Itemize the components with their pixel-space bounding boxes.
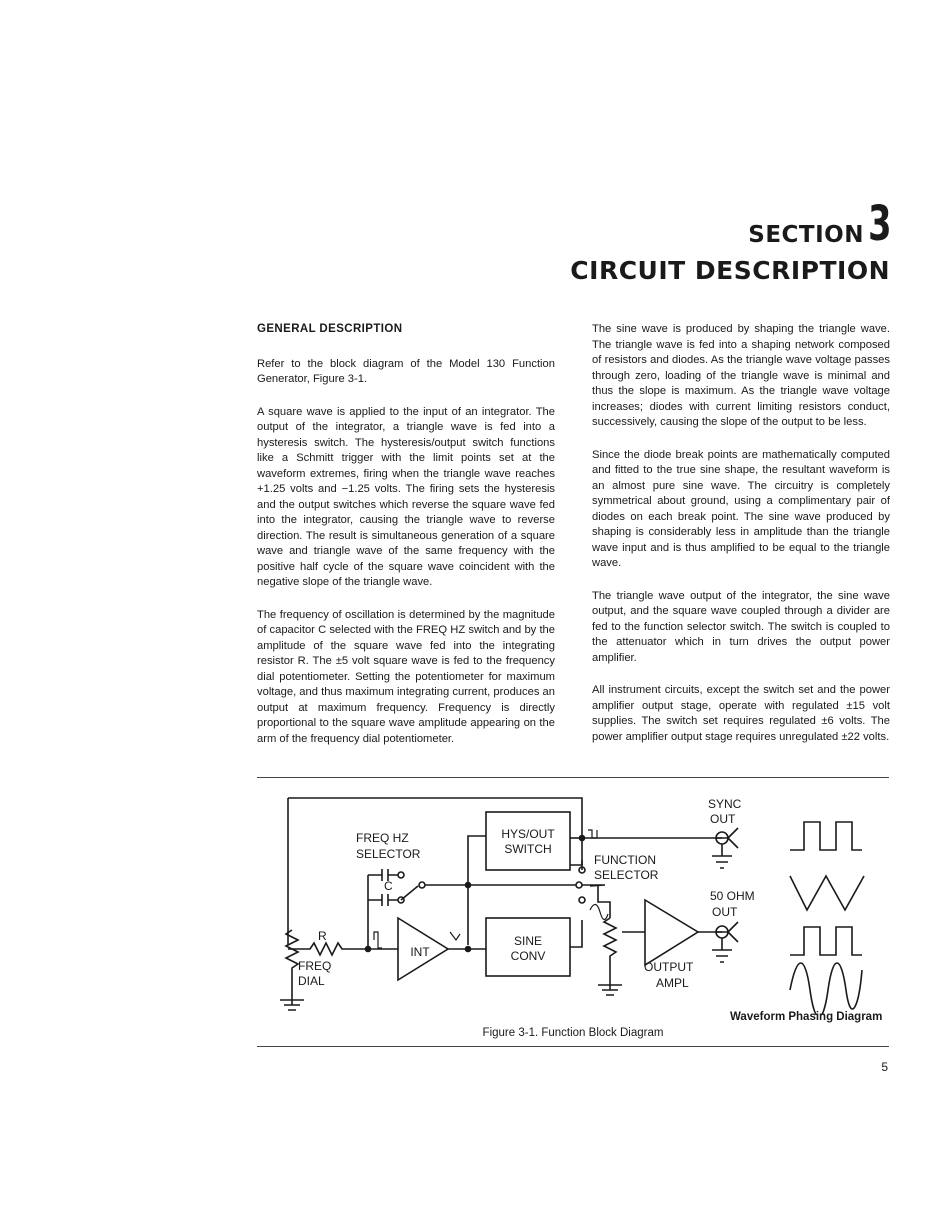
paragraph-sine-shaping: The sine wave is produced by shaping the triangle wave. The triangle wave is fed into a shaping network composed of resistors and diodes. As the triangle wave voltage passes through zero, loading of the triangle wave is minimal and thus the slope is maximum. As the triangle wave voltage increases; diodes with current limiting resistors conduct, successively, causing the slope of the output to be less. [592,323,890,428]
label-selector: SELECTOR [356,847,421,861]
section-word: SECTION [748,222,864,248]
label-conv: CONV [510,949,546,963]
waveform-triangle [790,876,864,910]
right-column [592,322,890,762]
label-c: C [384,879,393,893]
label-sync-out: OUT [710,812,736,826]
selector-arm [401,886,418,900]
left-column [257,322,555,764]
waveform-sine [790,963,862,1015]
label-function: FUNCTION [594,853,656,867]
label-ampl: AMPL [656,976,689,990]
label-freq: FREQ [298,959,332,973]
label-50-ohm-out: OUT [712,905,738,919]
square-glyph [588,830,597,838]
paragraph-diode-break-points: Since the diode break points are mathematically computed and fitted to the true sine shape, the resultant waveform is an almost pure sine wave. The circuitry is completely symmetrical about ground, using a complimentary pair of diodes on each break point. The sine wave produced by shaping is considerably less in amplitude than the triangle wave input and is thus amplified to be equal to the triangle wave. [592,448,890,569]
bottom-rule [257,1046,889,1047]
label-sync: SYNC [708,797,742,811]
figure-caption: Figure 3-1. Function Block Diagram [482,1027,664,1039]
function-block-diagram [270,790,890,1015]
paragraph-function-selector: The triangle wave output of the integrator, the sine wave output, and the square wave coupled through a divider are fed to the function selector switch. The switch is coupled to the attenuator which in turn drives the output power amplifier. [592,589,890,664]
label-int: INT [410,945,430,959]
resistor-r [288,943,368,955]
label-switch: SWITCH [504,842,552,856]
general-description-heading: GENERAL DESCRIPTION [257,323,403,335]
page-number: 5 [881,1060,888,1074]
section-number: 3 [868,196,892,252]
waveform-square-2 [790,927,862,955]
label-freq-hz: FREQ HZ [356,831,409,845]
hys-out-switch-block [486,812,570,870]
waveform-phasing-caption: Waveform Phasing Diagram [730,1011,883,1023]
label-r: R [318,929,327,943]
paragraph-intro: Refer to the block diagram of the Model 130 Function Generator, Figure 3-1. [257,357,555,385]
label-50-ohm: 50 OHM [710,889,755,903]
label-dial: DIAL [298,974,325,988]
label-output: OUTPUT [644,960,694,974]
top-rule [257,777,889,778]
label-hys-out: HYS/OUT [501,827,555,841]
paragraph-square-wave: A square wave is applied to the input of an integrator. The output of the integrator, a triangle wave is fed into a hysteresis switch. The hysteresis/output switch functions like a Schmitt trigger with the limit points set at the waveform extremes, firing when the triangle wave reaches +1.25 volts and −1.25 volts. The firing sets the hysteresis and the output switches which reverse the square wave fed into the integrator, causing the triangle wave to reverse direction. The result is simultaneous generation of a square wave and triangle wave of the same frequency with the positive half cycle of the square wave coincident with the negative slope of the triangle wave. [257,405,555,588]
paragraph-power-supplies: All instrument circuits, except the switch set and the power amplifier output stage, operate with regulated ±15 volt supplies. The switch set requires regulated ±6 volts. The power amplifier output stage requires unregulated ±22 volts. [592,684,890,743]
label-sine: SINE [513,934,543,948]
section-title: CIRCUIT DESCRIPTION [570,256,890,285]
paragraph-frequency: The frequency of oscillation is determined by the magnitude of capacitor C selected with the FREQ HZ switch and by the amplitude of the square wave fed into the integrating resistor R. The ±5 volt square wave is fed to the frequency dial potentiometer. Setting the potentiometer for maximum voltage, and thus maximum integrating current, produces an output at maximum frequency. Frequency is directly proportional to the square wave amplitude appearing on the arm of the frequency dial potentiometer. [257,608,555,745]
output-amplifier-block [645,900,698,965]
waveform-square-1 [790,822,862,850]
label-function-selector: SELECTOR [594,868,659,882]
